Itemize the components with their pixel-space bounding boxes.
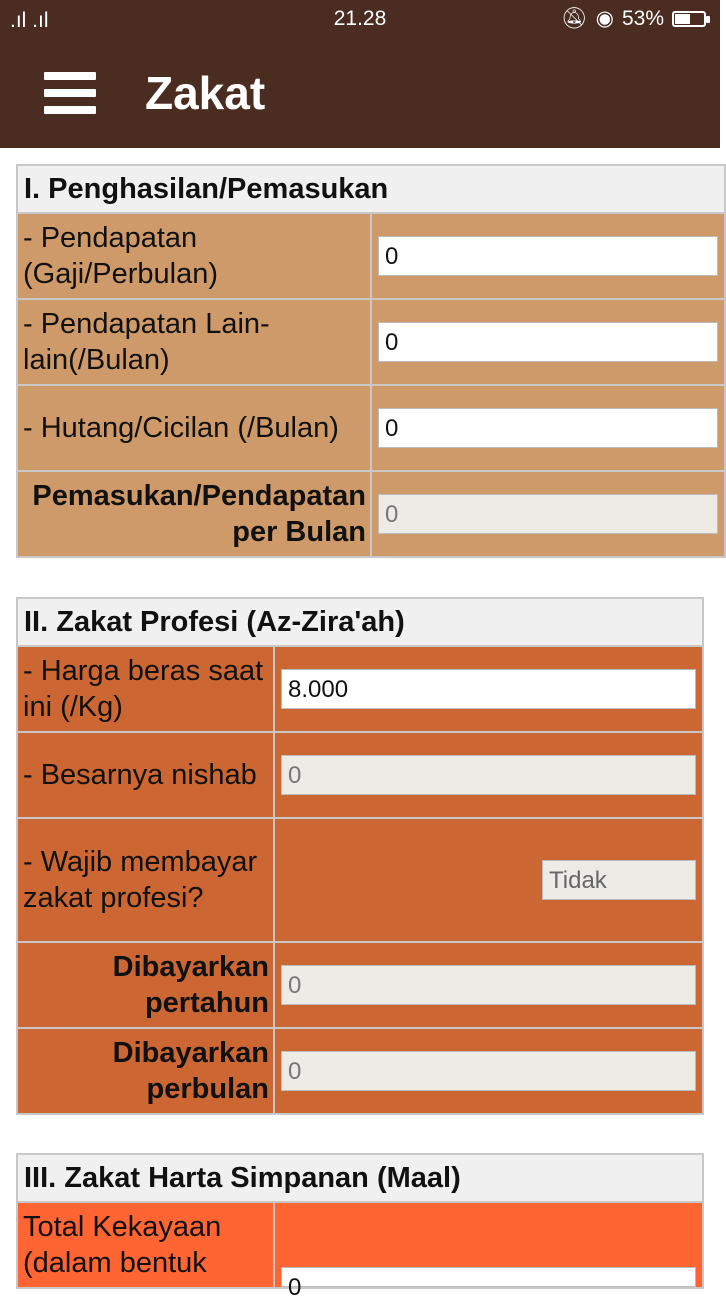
signal-icon: .ıl .ıl — [10, 9, 49, 32]
total-wealth-label: Total Kekayaan (dalam bentuk — [17, 1202, 274, 1288]
app-bar — [0, 36, 720, 148]
yearly-payment-label: Dibayarkan pertahun — [17, 942, 274, 1028]
mute-bell-icon: 🔕︎ — [560, 6, 588, 30]
battery-icon — [672, 11, 706, 27]
monthly-income-output: 0 — [378, 494, 718, 534]
income-salary-input[interactable]: 0 — [378, 236, 718, 276]
section-title: I. Penghasilan/Pemasukan — [17, 165, 725, 213]
monthly-payment-output: 0 — [281, 1051, 696, 1091]
income-salary-label: - Pendapatan (Gaji/Perbulan) — [17, 213, 371, 299]
income-other-label: - Pendapatan Lain-lain(/Bulan) — [17, 299, 371, 385]
section-title: III. Zakat Harta Simpanan (Maal) — [17, 1154, 703, 1202]
income-other-input[interactable]: 0 — [378, 322, 718, 362]
total-wealth-input[interactable]: 0 — [281, 1267, 696, 1287]
nishab-output: 0 — [281, 755, 696, 795]
nishab-label: - Besarnya nishab — [17, 732, 274, 818]
monthly-payment-label: Dibayarkan perbulan — [17, 1028, 274, 1114]
rice-price-label: - Harga beras saat ini (/Kg) — [17, 646, 274, 732]
section-profession-zakat — [16, 597, 704, 1115]
section-title: II. Zakat Profesi (Az-Zira'ah) — [17, 598, 703, 646]
debt-label: - Hutang/Cicilan (/Bulan) — [17, 385, 371, 471]
obligation-label: - Wajib membayar zakat profesi? — [17, 818, 274, 942]
section-savings-zakat — [16, 1153, 704, 1301]
eye-icon: ◉ — [595, 7, 614, 30]
yearly-payment-output: 0 — [281, 965, 696, 1005]
status-time: 21.28 — [333, 7, 387, 30]
rice-price-input[interactable]: 8.000 — [281, 669, 696, 709]
status-bar — [0, 0, 720, 36]
obligation-output: Tidak — [542, 860, 696, 900]
section-income — [16, 164, 726, 558]
monthly-income-label: Pemasukan/Pendapatan per Bulan — [17, 471, 371, 557]
menu-list-icon[interactable] — [44, 72, 96, 114]
battery-percent: 53% — [621, 6, 664, 30]
page-title: Zakat — [145, 67, 266, 119]
debt-input[interactable]: 0 — [378, 408, 718, 448]
